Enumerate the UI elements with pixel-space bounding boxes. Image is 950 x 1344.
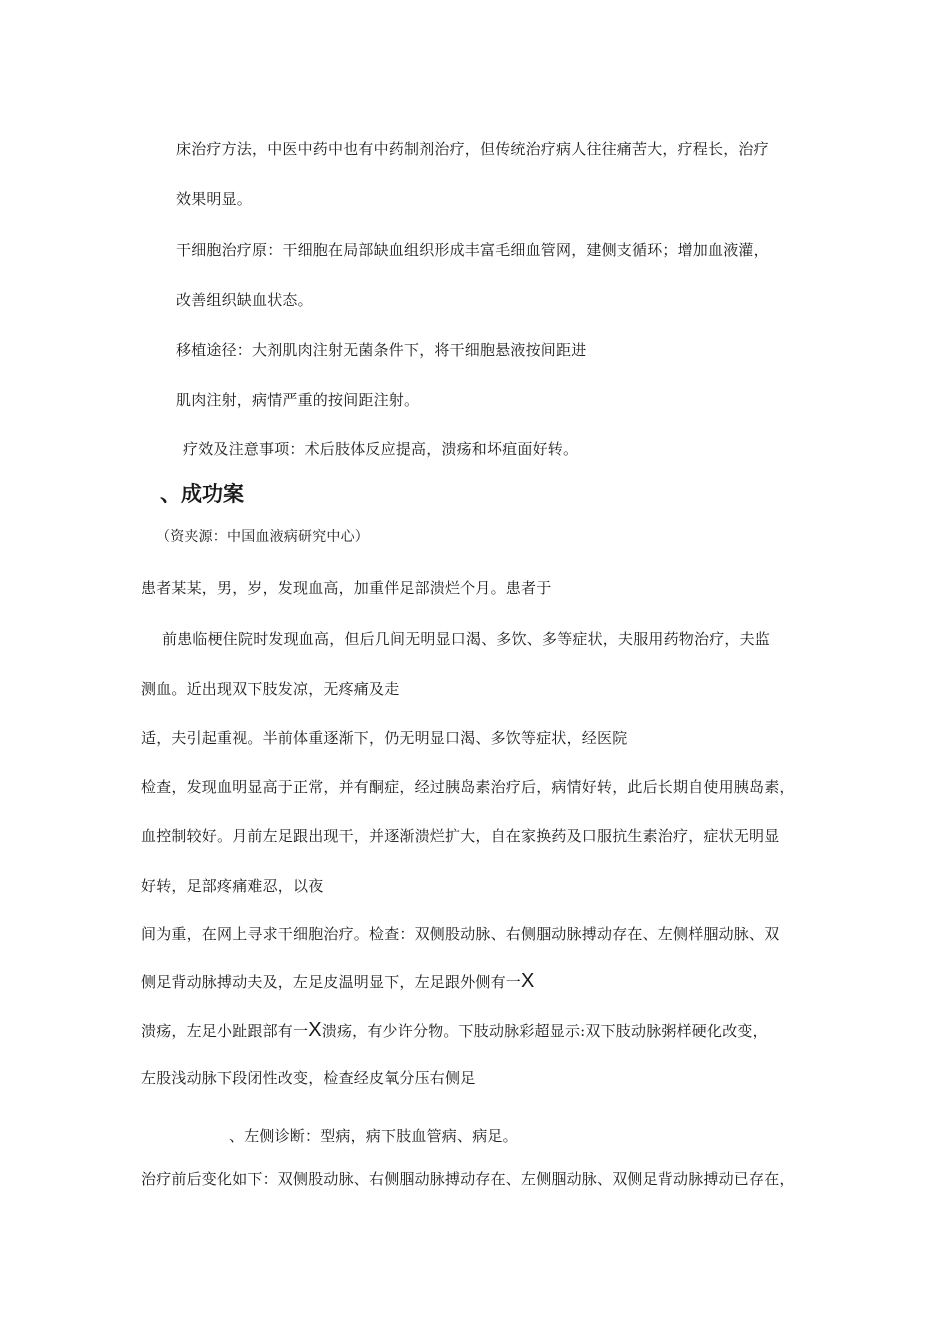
text-line: 移植途径：大剂肌肉注射无菌条件下，将干细胞悬液按间距进: [176, 341, 587, 359]
x-mark: X: [308, 1019, 322, 1041]
text-line: 测血。近出现双下肢发凉，无疼痛及走: [141, 680, 400, 698]
text-line: 床治疗方法，中医中药中也有中药制剂治疗，但传统治疗病人往往痛苦大，疗程长，治疗: [176, 140, 769, 158]
text-line: 效果明显。: [176, 190, 253, 208]
text-segment: 溃疡，左足小趾跟部有一: [141, 1022, 309, 1040]
text-line: 干细胞治疗原：干细胞在局部缺血组织形成丰富毛细血管网，建侧支循环；增加血液灌，: [176, 241, 769, 259]
text-line: 肌肉注射，病情严重的按间距注射。: [176, 391, 420, 409]
text-segment: 溃疡，有少许分物。下肢动脉彩超显示:双下肢动脉粥样硬化改变，: [321, 1022, 768, 1040]
text-line: 左股浅动脉下段闭性改变，检查经皮氧分压右侧足: [141, 1069, 476, 1087]
section-heading: 、成功案: [160, 482, 244, 506]
text-line: 治疗前后变化如下：双侧股动脉、右侧腘动脉搏动存在、左侧腘动脉、双侧足背动脉搏动已存在，: [141, 1170, 795, 1188]
text-line: 改善组织缺血状态。: [176, 291, 313, 309]
text-line: 、左侧诊断：型病，病下肢血管病、病足。: [229, 1127, 518, 1145]
source-note: （资夹源：中国血液病研究中心）: [156, 529, 369, 545]
text-line: [141, 1020, 768, 1041]
text-line: [141, 971, 535, 992]
text-segment: 侧足背动脉搏动夫及，左足皮温明显下，左足跟外侧有一: [141, 973, 522, 991]
text-line: 血控制较好。月前左足跟出现干，并逐渐溃烂扩大，自在家换药及口服抗生素治疗，症状无明显: [141, 827, 780, 845]
text-line: 患者某某，男，岁，发现血高，加重伴足部溃烂个月。患者于: [141, 579, 552, 597]
x-mark: X: [521, 970, 535, 992]
text-line: 检查，发现血明显高于正常，并有酮症，经过胰岛素治疗后，病情好转，此后长期自使用胰岛素，: [141, 778, 795, 796]
text-line: 前患临梗住院时发现血高，但后几间无明显口渴、多饮、多等症状，夫服用药物治疗，夫监: [162, 630, 771, 648]
text-line: 疗效及注意事项：术后肢体反应提高，溃疡和坏疽面好转。: [183, 440, 579, 458]
text-line: 间为重，在网上寻求干细胞治疗。检查：双侧股动脉、右侧腘动脉搏动存在、左侧样腘动脉、双: [141, 925, 780, 943]
text-line: 好转，足部疼痛难忍，以夜: [141, 877, 324, 895]
text-line: 适，夫引起重视。半前体重逐渐下，仍无明显口渴、多饮等症状，经医院: [141, 729, 628, 747]
